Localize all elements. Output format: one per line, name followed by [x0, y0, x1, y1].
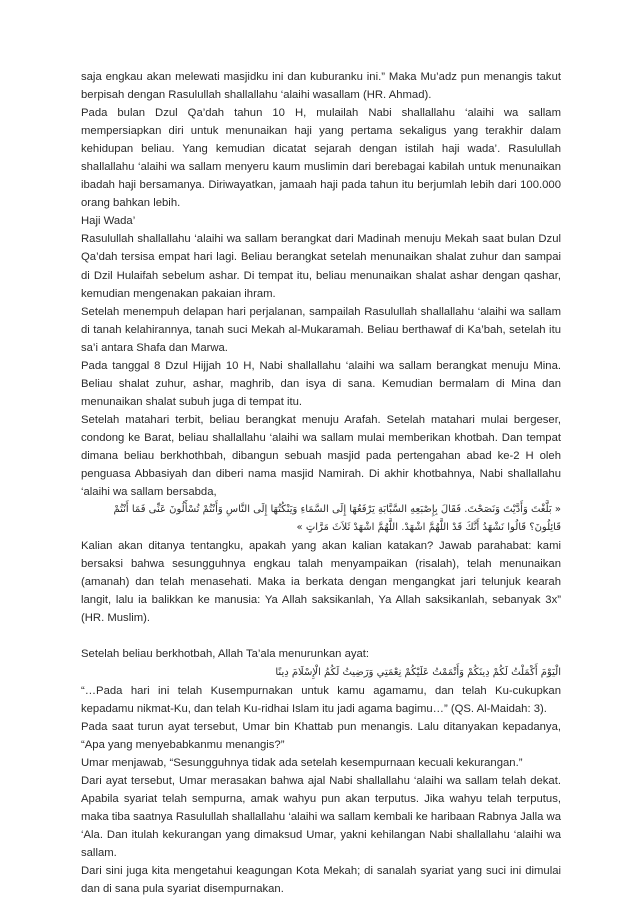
paragraph-arrival-mekah: Setelah menempuh delapan hari perjalanan, sampailah Rasulullah shallallahu ‘alaihi wa sallam di tanah kelahirannya, tanah suci Mekah al-Mukaramah. Beliau berthawaf di Ka’bah, setelah itu sa’i antara Shafa dan Marwa. — [81, 305, 561, 354]
section-heading-haji-wada: Haji Wada’ — [81, 215, 136, 228]
document-page — [81, 68, 561, 898]
paragraph-arafah-khotbah: Setelah matahari terbit, beliau berangkat menuju Arafah. Setelah matahari mulai bergeser, condong ke Barat, beliau shallallahu ‘alaihi wa sallam mulai memberikan khotbah. Dan tempat dimana beliau berkhothbah, dibangun sebuah masjid pada pertengahan abad ke-2 H oleh penguasa Abbasiyah dan diberi nama masjid Namirah. Di akhir khotbahnya, Nabi shallallahu ‘alaihi wa sallam bersabda, — [81, 413, 561, 499]
paragraph-spacer — [81, 627, 561, 645]
paragraph-hadith-translation: Kalian akan ditanya tentangku, apakah yang akan kalian katakan? Jawab parahabat: kami bersaksi bahwa sesungguhnya engkau talah menyampaikan (risalah), telah menunaikan (amanah) dan telah menasehati. Maka ia berkata dengan mengangkat jari telunjuk kearah langit, lalu ia balikkan ke manusia: Ya Allah saksikanlah, Ya Allah saksikanlah, sebanyak 3x” (HR. Muslim). — [81, 540, 561, 625]
paragraph-mina: Pada tanggal 8 Dzul Hijjah 10 H, Nabi shallallahu ‘alaihi wa sallam berangkat menuju Mina. Beliau shalat zuhur, ashar, maghrib, dan isya di sana. Kemudian bermalam di Mina dan menunaikan shalat subuh juga di tempat itu. — [81, 359, 561, 408]
paragraph-ajal-nabi: Dari ayat tersebut, Umar merasakan bahwa ajal Nabi shallallahu ‘alaihi wa sallam telah dekat. Apabila syariat telah sempurna, amak wahyu pun akan terputus. Jika wahyu telah terputus, maka tiba saatnya Rasulullah shallallahu ‘alaihi wa sallam kembali ke haribaan Rabnya Jalla wa ‘Ala. Dan itulah kekurangan yang dimaksud Umar, yakni kehilangan Nabi shallallahu ‘alaihi wa sallam. — [81, 774, 561, 859]
paragraph-umar-weeps: Pada saat turun ayat tersebut, Umar bin Khattab pun menangis. Lalu ditanyakan kepadanya, “Apa yang menyebabkanmu menangis?” — [81, 720, 561, 751]
paragraph-umar-answer: Umar menjawab, “Sesungguhnya tidak ada setelah kesempurnaan kecuali kekurangan.” — [81, 756, 523, 769]
paragraph-muadz: saja engkau akan melewati masjidku ini dan kuburanku ini.” Maka Mu’adz pun menangis takut berpisah dengan Rasulullah shallallahu ‘alaihi wasallam (HR. Ahmad). — [81, 71, 561, 102]
arabic-hadith-text: « بَلَّغْتَ وَأَدَّيْتَ وَنَصَحْتَ. فَقَالَ بِإِصْبَعِهِ السَّبَّابَةِ يَرْفَعُهَا إِلَى السَّمَاءِ وَيَنْكُتُهَا إِلَى النَّاسِ وَأَنْتُمْ تُسْأَلُونَ عَنِّى فَمَا أَنْتُمْ قَائِلُونَ؟ قَالُوا نَشْهَدُ أَنَّكَ قَدْ اللَّهُمَّ اشْهَدْ. اللَّهُمَّ اشْهَدْ ثَلاَثَ مَرَّاتٍ » — [113, 504, 561, 534]
paragraph-ayat-intro: Setelah beliau berkhotbah, Allah Ta’ala menurunkan ayat: — [81, 648, 370, 661]
paragraph-departure: Rasulullah shallallahu ‘alaihi wa sallam berangkat dari Madinah menuju Mekah saat bulan Dzul Qa’dah tersisa empat hari lagi. Beliau berangkat setelah menunaikan shalat zuhur dan sampai di Dzil Hulaifah sebelum ashar. Di tempat itu, beliau menunaikan shalat ashar dengan qashar, kemudian mengenakan pakaian ihram. — [81, 233, 561, 300]
paragraph-haji-preparation: Pada bulan Dzul Qa’dah tahun 10 H, mulailah Nabi shallallahu ‘alaihi wa sallam mempersiapkan diri untuk menunaikan haji yang pertama sekaligus yang terakhir dalam kehidupan beliau. Yang kemudian dicatat sejarah dengan istilah haji wada’. Rasulullah shallallahu ‘alaihi wa sallam menyeru kaum muslimin dari berebagai kabilah untuk menunaikan ibadah haji bersamanya. Diriwayatkan, jamaah haji pada tahun itu berjumlah lebih dari 100.000 orang bahkan lebih. — [81, 107, 561, 210]
paragraph-ayat-translation: “…Pada hari ini telah Kusempurnakan untuk kamu agamamu, dan telah Ku-cukupkan kepadamu nikmat-Ku, dan telah Ku-ridhai Islam itu jadi agama bagimu…” (QS. Al-Maidah: 3). — [81, 684, 561, 715]
paragraph-keagungan-mekah: Dari sini juga kita mengetahui keagungan Kota Mekah; di sanalah syariat yang suci ini dimulai dan di sana pula syariat disempurnakan. — [81, 865, 561, 896]
arabic-ayat-text: الْيَوْمَ أَكْمَلْتُ لَكُمْ دِينَكُمْ وَأَتْمَمْتُ عَلَيْكُمْ نِعْمَتِي وَرَضِيتُ لَكُمُ الْإِسْلَامَ دِينًا — [275, 666, 561, 678]
